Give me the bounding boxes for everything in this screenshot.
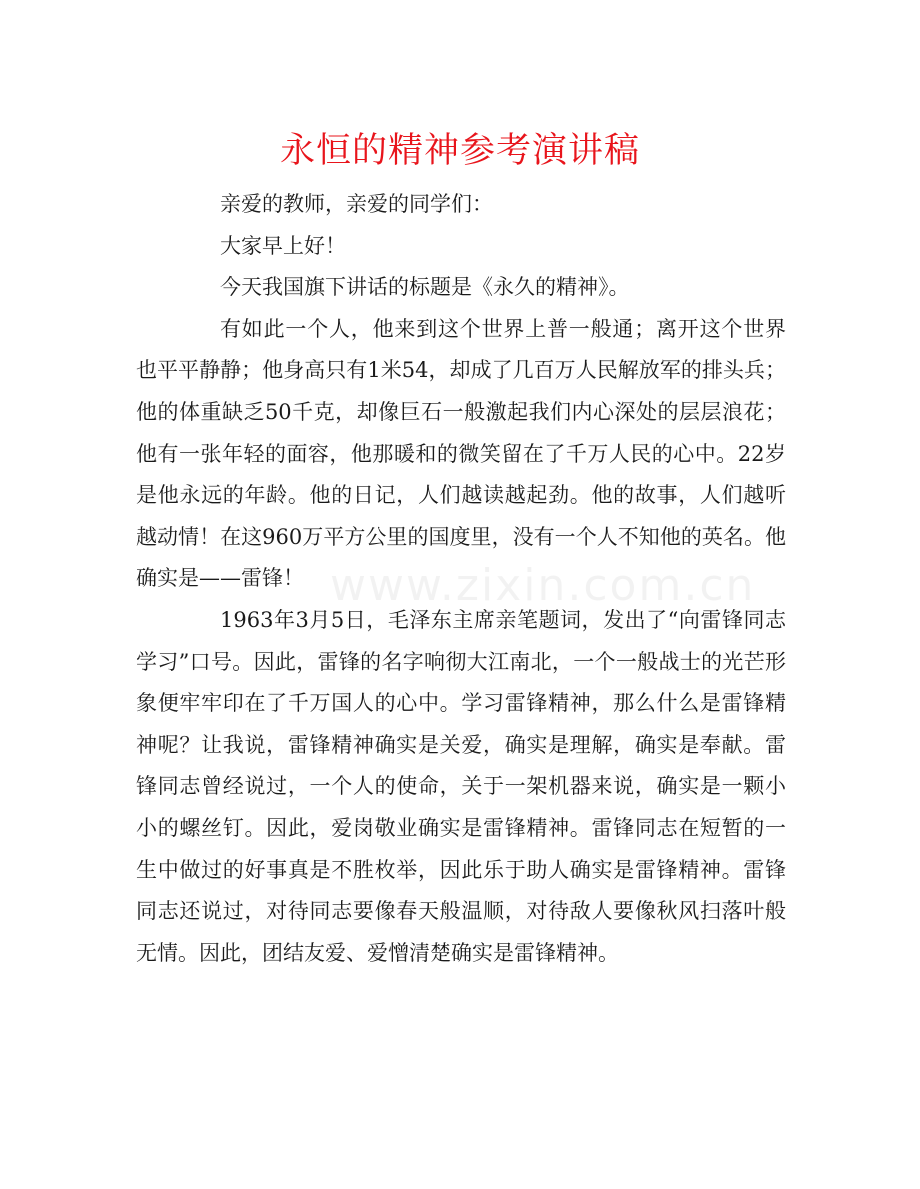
watermark: www.zixin.com.cn [330,560,756,611]
paragraph-topic: 今天我国旗下讲话的标题是《永久的精神》。 [220,275,630,300]
paragraph-salutation: 亲爱的教师，亲爱的同学们： [220,192,493,216]
document-body [136,184,786,974]
document-title: 永恒的精神参考演讲稿 [279,131,640,171]
paragraph-greeting: 大家早上好！ [220,233,346,258]
paragraph-lei-feng-intro: 有如此一个人，他来到这个世界上普一般通；离开这个世界也平平静静；他身高只有1米54，却成了几百万人民解放军的排头兵；他的体重缺乏50千克，却像巨石一般激起我们内心深处的层层浪花；他有一张年轻的面容，他那暖和的微笑留在了千万人民的心中。22岁是他永远的年龄。他的日记，人们越读越起劲。他的故事，人们越听越动情！在这960万平方公里的国度里，没有一个人不知他的英名。他确实是——雷锋！ [136,316,786,591]
paragraph-lei-feng-spirit: 1963年3月5日，毛泽东主席亲笔题词，发出了“向雷锋同志学习”口号。因此，雷锋的名字响彻大江南北，一个一般战士的光芒形象便牢牢印在了千万国人的心中。学习雷锋精神，那么什么是雷锋精神呢？让我说，雷锋精神确实是关爱，确实是理解，确实是奉献。雷锋同志曾经说过，一个人的使命，关于一架机器来说，确实是一颗小小的螺丝钉。因此，爱岗敬业确实是雷锋精神。雷锋同志在短暂的一生中做过的好事真是不胜枚举，因此乐于助人确实是雷锋精神。雷锋同志还说过，对待同志要像春天般温顺，对待敌人要像秋风扫落叶般无情。因此，团结友爱、爱憎清楚确实是雷锋精神。 [136,607,786,965]
